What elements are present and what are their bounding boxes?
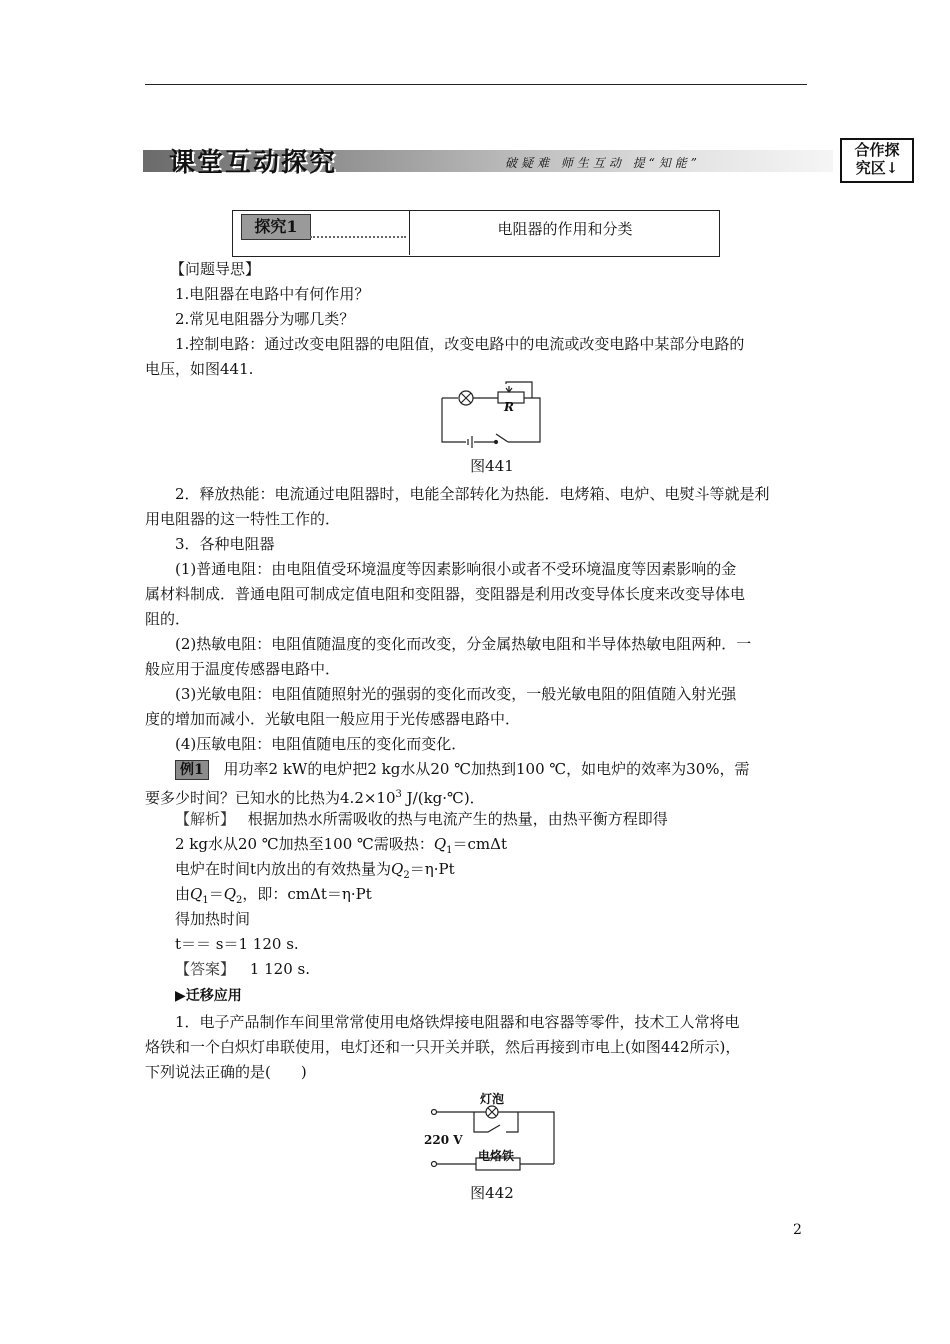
fig2-voltage-label: 220 V [424, 1133, 463, 1147]
figure-442-caption: 图442 [470, 1184, 514, 1202]
para-3-4: (4)压敏电阻：电阻值随电压的变化而变化． [175, 735, 467, 753]
side-box-line2: 究区↓ [855, 159, 899, 177]
answer-text: 1 120 s. [249, 960, 310, 978]
application-tag: ▶迁移应用 [175, 988, 242, 1004]
step1-q: Q [433, 835, 447, 853]
application-q-line-2: 烙铁和一个白炽灯串联使用，电灯还和一只开关并联，然后再接到市电上(如图442所示)， [145, 1038, 741, 1056]
page-number: 2 [793, 1222, 802, 1238]
example-text-2a: 要多少时间？已知水的比热为4.2×10 [145, 789, 396, 807]
solution-step-1 [175, 832, 837, 857]
para-3-1-line-3: 阻的． [145, 610, 191, 628]
para-3-2-line-2: 般应用于温度传感器电路中． [145, 660, 341, 678]
step3-q1: Q [190, 885, 203, 903]
topic-title: 电阻器的作用和分类 [497, 220, 633, 238]
step3-sub1: 1 [202, 895, 209, 906]
step3-formula: ，即：cmΔt＝η·Pt [242, 885, 372, 903]
step2-formula: ＝η·Pt [409, 860, 455, 878]
solution-step-2 [175, 857, 837, 882]
application-q-line-1: 1．电子产品制作车间里常常使用电烙铁焊接电阻器和电容器等零件，技术工人常将电 [175, 1013, 740, 1031]
step1-text: 2 kg水从20 ℃加热至100 ℃需吸热： [175, 835, 434, 853]
step1-sub: 1 [446, 845, 453, 856]
guide-question-2: 2.常见电阻器分为哪几类？ [175, 310, 355, 328]
para-2-line-1: 2．释放热能：电流通过电阻器时，电能全部转化为热能．电烤箱、电炉、电熨斗等就是利 [175, 485, 770, 503]
step2-sub: 2 [403, 870, 410, 881]
figure-441-caption: 图441 [470, 457, 514, 475]
para-3-3-line-2: 度的增加而减小．光敏电阻一般应用于光传感器电路中． [145, 710, 521, 728]
section-banner [143, 142, 833, 176]
para-3-1-line-2: 属材料制成．普通电阻可制成定值电阻和变阻器，变阻器是利用改变导体长度来改变导体电 [145, 585, 746, 603]
side-box-line1: 合作探 [854, 141, 900, 159]
battery-symbol [468, 436, 472, 448]
cooperative-zone-box [840, 138, 914, 183]
switch-symbol [496, 434, 508, 442]
solution-step-3 [175, 882, 837, 907]
top-rule [145, 84, 807, 85]
application-q-line-3: 下列说法正确的是( ) [145, 1063, 307, 1081]
para-1-line-1: 1.控制电路：通过改变电阻器的电阻值，改变电路中的电流或改变电路中某部分电路的 [175, 335, 745, 353]
step3-text: 由 [175, 885, 191, 903]
para-1-line-2: 电压，如图441. [145, 360, 254, 378]
para-3-1-line-1: (1)普通电阻：由电阻值受环境温度等因素影响很小或者不受环境温度等因素影响的金 [175, 560, 737, 578]
step3-equals: ＝ [208, 885, 224, 903]
example-text-1: 用功率2 kW的电炉把2 kg水从20 ℃加热到100 ℃，如电炉的效率为30%，需 [223, 760, 750, 778]
para-3-2-line-1: (2)热敏电阻：电阻值随温度的变化而改变，分金属热敏电阻和半导体热敏电阻两种．一 [175, 635, 752, 653]
analysis-tag: 【解析】 [175, 810, 236, 828]
step3-sub2: 2 [236, 895, 243, 906]
fig2-bulb-label: 灯泡 [480, 1092, 505, 1106]
figure-441-circuit [430, 378, 550, 448]
step1-formula: ＝cmΔt [452, 835, 508, 853]
example-tag: 例1 [175, 760, 209, 780]
step2-text: 电炉在时间t内放出的有效热量为 [175, 860, 392, 878]
example-text-2-sup: 3 [395, 789, 402, 800]
example-line-2 [145, 782, 807, 807]
guide-heading: 【问题导思】 [170, 260, 261, 278]
topic-dotted-line [310, 236, 406, 238]
step2-q: Q [391, 860, 404, 878]
banner-title: 课堂互动探究 [169, 148, 338, 178]
example-text-2b: J/(kg·℃)． [401, 789, 485, 807]
guide-question-1: 1.电阻器在电路中有何作用？ [175, 285, 370, 303]
para-3-heading: 3．各种电阻器 [175, 535, 275, 553]
banner-subtitle: 破疑难 师生互动 提“知能” [505, 156, 701, 170]
answer-tag: 【答案】 [175, 960, 236, 978]
topic-label: 探究1 [241, 214, 311, 240]
fig2-iron-label: 电烙铁 [478, 1149, 515, 1163]
para-3-3-line-1: (3)光敏电阻：电阻值随照射光的强弱的变化而改变，一般光敏电阻的阻值随入射光强 [175, 685, 737, 703]
example-line-1 [175, 757, 837, 782]
analysis-line [175, 807, 837, 832]
topic-divider [409, 210, 410, 255]
step3-q2: Q [223, 885, 237, 903]
analysis-text: 根据加热水所需吸收的热与电流产生的热量，由热平衡方程即得 [247, 810, 668, 828]
answer-line [175, 957, 837, 982]
solution-step-4: 得加热时间 [175, 910, 251, 928]
para-2-line-2: 用电阻器的这一特性工作的． [145, 510, 341, 528]
fig1-r-label: R [504, 400, 514, 414]
solution-step-5: t＝＝ s＝1 120 s. [175, 935, 299, 953]
